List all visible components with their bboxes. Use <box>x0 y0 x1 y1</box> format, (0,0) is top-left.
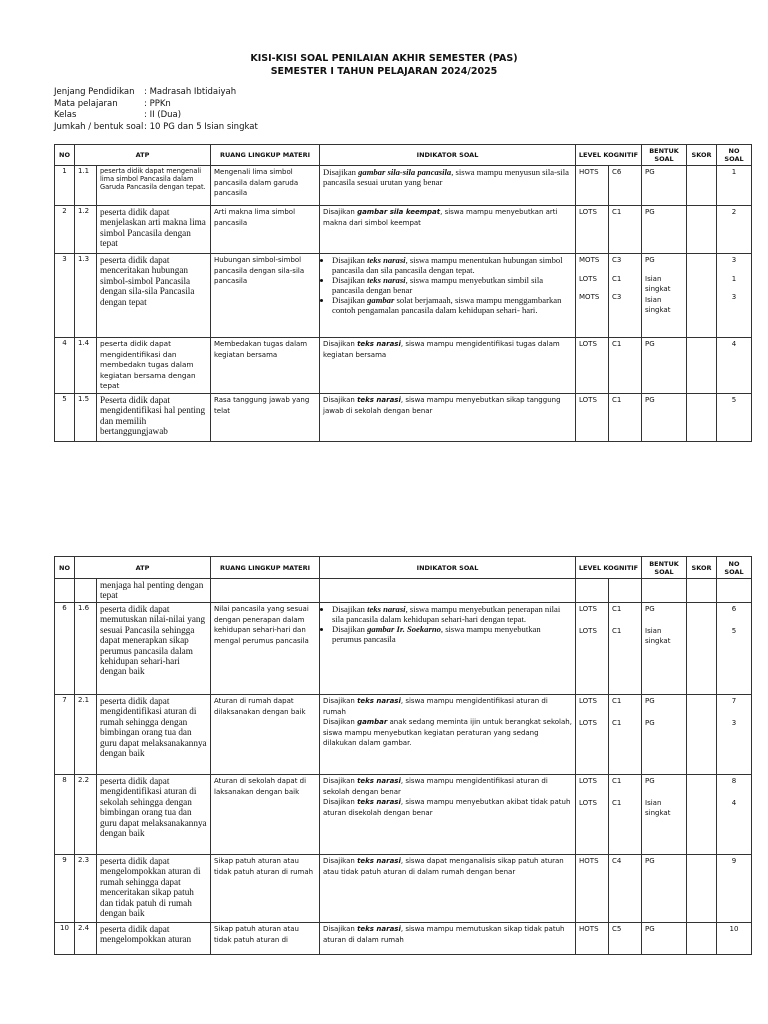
header-level: LEVEL KOGNITIF <box>576 145 642 166</box>
header-nosoal: NO SOAL <box>717 557 752 579</box>
table-row: 1 1.1 peserta didik dapat mengenali lima simbol Pancasila dalam Garuda Pancasila dengan tepat. Mengenali lima simbol pancasila dalam garuda pancasila Disajikan gambar sila-sila pancasila, siswa mampu menyusun sila-sila pancasila sesuai urutan yang benar HOTS C6 PG 1 <box>55 166 752 206</box>
header-atp: ATP <box>75 145 211 166</box>
table-row: 6 1.6 peserta didik dapat memutuskan nilai-nilai yang sesuai Pancasila sehingga dapat menerapkan sikap perumus pancasila dalam kehidupan sehari-hari dengan baik Nilai pancasila yang sesuai dengan penerapan dalam kehidupan sehari-hari dan mengal perumus pancasila • Disajikan teks narasi, siswa mampu menyebutkan penerapan nilai sila pancasila dalam kehidupan sehari-hari dengan tepat. • Disajikan gambar Ir. Soekarno, siswa mampu menyebutkan perumus pancasila LOTS LOTS C1 C1 PG Isian singkat 6 5 <box>55 603 752 695</box>
header-skor: SKOR <box>687 145 717 166</box>
header-bentuk: BENTUK SOAL <box>642 145 687 166</box>
table-row: 3 1.3 peserta didik dapat menceritakan hubungan simbol-simbol Pancasila dengan sila-sila Pancasila dengan tepat Hubungan simbol-simbol pancasila dengan sila-sila pancasila • Disajikan teks narasi, siswa mampu menentukan hubungan simbol pancasila dan sila pancasila dengan tepat. • Disajikan teks narasi, siswa mampu menyebutkan simbil sila pancasila dengan benar • Disajikan gambar solat berjamaah, siswa mampu menggambarkan contoh pengamalan pancasila dalam kehidupan sehari- hari. MOTS LOTS MOTS C3 C1 C3 PG Isian singkat Isian singkat 3 1 3 <box>55 254 752 338</box>
title-line-1: KISI-KISI SOAL PENILAIAN AKHIR SEMESTER (PAS) <box>250 53 518 64</box>
document-meta <box>54 87 258 133</box>
meta-mapel: Mata pelajaran : PPKn <box>54 98 171 109</box>
meta-kelas: Kelas : II (Dua) <box>54 110 182 120</box>
header-no: NO <box>55 145 75 166</box>
kisi-kisi-table-1 <box>54 144 752 442</box>
indikator-cell: Disajikan gambar sila keempat, siswa mampu menyebutkan arti makna dari simbol keempat <box>320 206 576 254</box>
header-level: LEVEL KOGNITIF <box>576 557 642 579</box>
indikator-cell: Disajikan teks narasi, siswa mampu memutuskan sikap tidak patuh aturan di dalam rumah <box>320 923 576 955</box>
header-bentuk: BENTUK SOAL <box>642 557 687 579</box>
table-row-continued: menjaga hal penting dengan tepat <box>55 579 752 603</box>
table-header <box>55 145 752 166</box>
table-row: 8 2.2 peserta didik dapat mengidentifikasi aturan di sekolah sehingga dengan bimbingan orang tua dan guru dapat melaksanakannya dengan baik Aturan di sekolah dapat di laksanakan dengan baik Disajikan teks narasi, siswa mampu mengidentifikasi aturan di sekolah dengan benar Disajikan teks narasi, siswa mampu menyebutkan akibat tidak patuh aturan disekolah dengan benar LOTS LOTS C1 C1 PG Isian singkat 8 4 <box>55 775 752 855</box>
meta-jenjang: Jenjang Pendidikan : Madrasah Ibtidaiyah <box>54 87 237 97</box>
header-no: NO <box>55 557 75 579</box>
table-row: 10 2.4 peserta didik dapat mengelompokkan aturan Sikap patuh aturan atau tidak patuh aturan di Disajikan teks narasi, siswa mampu memutuskan sikap tidak patuh aturan di dalam rumah HOTS C5 PG 10 <box>55 923 752 955</box>
header-nosoal: NO SOAL <box>717 145 752 166</box>
title-line-2: SEMESTER I TAHUN PELAJARAN 2024/2025 <box>270 66 498 77</box>
indikator-cell: Disajikan teks narasi, siswa dapat menganalisis sikap patuh aturan atau tidak patuh aturan di dalam rumah dengan benar <box>320 855 576 923</box>
table-row: 7 2.1 peserta didik dapat mengidentifikasi aturan di rumah sehingga dengan bimbingan orang tua dan guru dapat melaksanakannya dengan baik Aturan di rumah dapat dilaksanakan dengan baik Disajikan teks narasi, siswa mampu mengidentifikasi aturan di rumah Disajikan gambar anak sedang meminta ijin untuk berangkat sekolah, siswa mampu menyebutkan kegiatan peraturan yang sedang dilakukan dalam gambar. LOTS LOTS C1 C1 PG PG 7 3 <box>55 695 752 775</box>
indikator-cell: • Disajikan teks narasi, siswa mampu menyebutkan penerapan nilai sila pancasila dalam kehidupan sehari-hari dengan tepat. • Disajikan gambar Ir. Soekarno, siswa mampu menyebutkan perumus pancasila <box>320 603 576 695</box>
indikator-cell: Disajikan gambar sila-sila pancasila, siswa mampu menyusun sila-sila pancasila sesuai urutan yang benar <box>320 166 576 206</box>
kisi-kisi-table-2 <box>54 556 752 955</box>
indikator-cell: Disajikan teks narasi, siswa mampu mengidentifikasi aturan di sekolah dengan benar Disajikan teks narasi, siswa mampu menyebutkan akibat tidak patuh aturan disekolah dengan benar <box>320 775 576 855</box>
indikator-cell: Disajikan teks narasi, siswa mampu mengidentifikasi tugas dalam kegiatan bersama <box>320 338 576 394</box>
header-atp: ATP <box>75 557 211 579</box>
header-indikator: INDIKATOR SOAL <box>320 557 576 579</box>
indikator-cell: Disajikan teks narasi, siswa mampu menyebutkan sikap tanggung jawab di sekolah dengan benar <box>320 394 576 442</box>
meta-jumlah: Jumkah / bentuk soal : 10 PG dan 5 Isian singkat <box>54 121 258 132</box>
table-header <box>55 557 752 579</box>
table-row: 5 1.5 Peserta didik dapat mengidentifikasi hal penting dan memilih bertanggungjawab Rasa tanggung jawab yang telat Disajikan teks narasi, siswa mampu menyebutkan sikap tanggung jawab di sekolah dengan benar LOTS C1 PG 5 <box>55 394 752 442</box>
table-row: 2 1.2 peserta didik dapat menjelaskan arti makna lima simbol Pancasila dengan tepat Arti makna lima simbol pancasila Disajikan gambar sila keempat, siswa mampu menyebutkan arti makna dari simbol keempat LOTS C1 PG 2 <box>55 206 752 254</box>
table-row: 9 2.3 peserta didik dapat mengelompokkan aturan di rumah sehingga dapat menceritakan sikap patuh dan tidak patuh di rumah dengan baik Sikap patuh aturan atau tidak patuh aturan di rumah Disajikan teks narasi, siswa dapat menganalisis sikap patuh aturan atau tidak patuh aturan di dalam rumah dengan benar HOTS C4 PG 9 <box>55 855 752 923</box>
table-row: 4 1.4 peserta didik dapat mengidentifikasi dan membedakn tugas dalam kegiatan bersama dengan tepat Membedakan tugas dalam kegiatan bersama Disajikan teks narasi, siswa mampu mengidentifikasi tugas dalam kegiatan bersama LOTS C1 PG 4 <box>55 338 752 394</box>
document-title <box>0 52 768 78</box>
header-skor: SKOR <box>687 557 717 579</box>
header-materi: RUANG LINGKUP MATERI <box>211 557 320 579</box>
indikator-cell: Disajikan teks narasi, siswa mampu mengidentifikasi aturan di rumah Disajikan gambar anak sedang meminta ijin untuk berangkat sekolah, siswa mampu menyebutkan kegiatan peraturan yang sedang dilakukan dalam gambar. <box>320 695 576 775</box>
header-materi: RUANG LINGKUP MATERI <box>211 145 320 166</box>
indikator-cell: • Disajikan teks narasi, siswa mampu menentukan hubungan simbol pancasila dan sila pancasila dengan tepat. • Disajikan teks narasi, siswa mampu menyebutkan simbil sila pancasila dengan benar • Disajikan gambar solat berjamaah, siswa mampu menggambarkan contoh pengamalan pancasila dalam kehidupan sehari- hari. <box>320 254 576 338</box>
header-indikator: INDIKATOR SOAL <box>320 145 576 166</box>
